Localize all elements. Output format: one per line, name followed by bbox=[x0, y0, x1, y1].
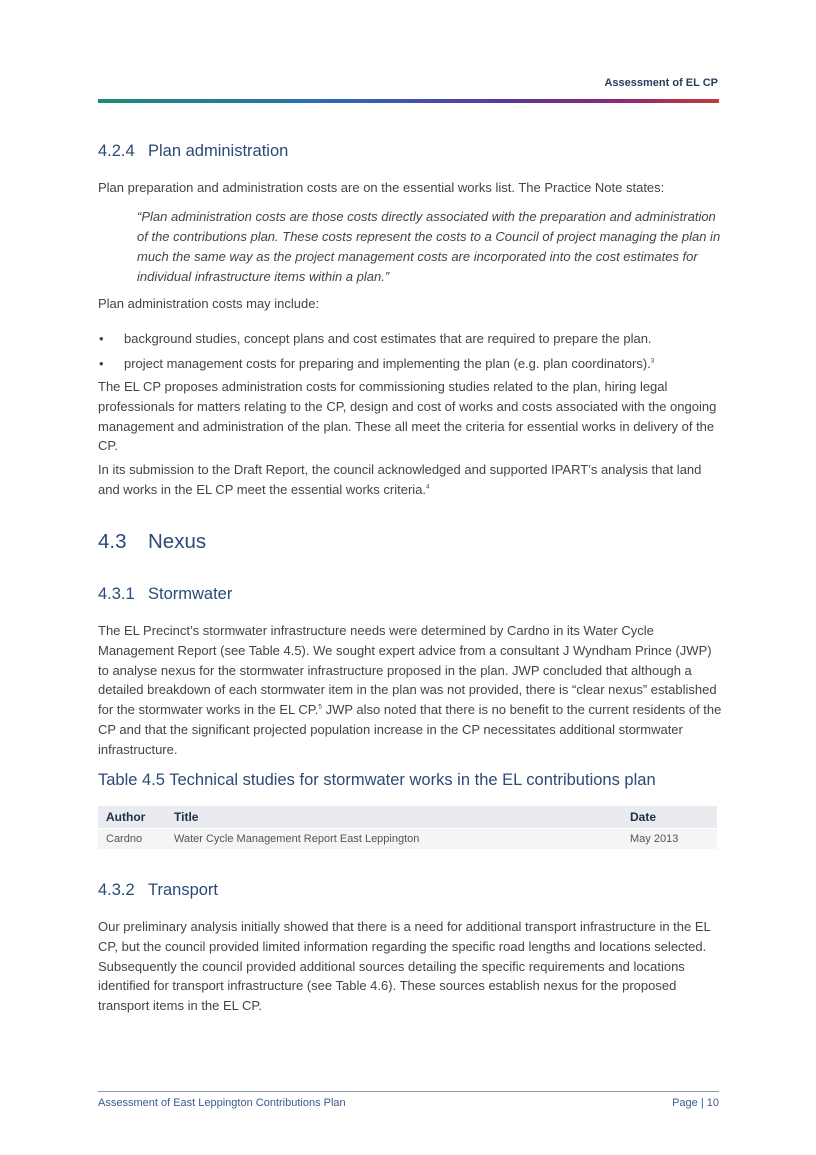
practice-note-quote: “Plan administration costs are those costs directly associated with the preparation and administration of the contributions plan. These costs represent the costs to a Council of project managing the plan in much the same way as the project management costs are incorporated into the cost estimates for individual infrastructure items within a plan.” bbox=[137, 209, 721, 284]
paragraph-may-include: Plan administration costs may include: bbox=[98, 296, 320, 311]
section-title: Transport bbox=[148, 881, 218, 899]
table-cell-title: Water Cycle Management Report East Leppington bbox=[166, 829, 622, 850]
running-header-title: Assessment of EL CP bbox=[604, 77, 718, 89]
column-header-author: Author bbox=[98, 806, 166, 829]
table-caption: Table 4.5 Technical studies for stormwater works in the EL contributions plan bbox=[98, 771, 656, 789]
section-heading-4-3-1 bbox=[98, 585, 232, 604]
footer-document-title: Assessment of East Leppington Contributions Plan bbox=[98, 1097, 346, 1109]
paragraph-el-cp-proposes: The EL CP proposes administration costs for commissioning studies related to the plan, hiring legal professionals for matters relating to the CP, design and cost of works and costs associated with the ongoing management and administration of the plan. These all meet the criteria for essential works in delivery of the CP. bbox=[98, 379, 717, 454]
column-header-date: Date bbox=[622, 806, 717, 829]
footer-page-number: Page | 10 bbox=[672, 1097, 719, 1109]
section-number: 4.3.1 bbox=[98, 585, 135, 603]
list-item: • background studies, concept plans and cost estimates that are required to prepare the plan. bbox=[99, 331, 652, 346]
footnote-ref: 3 bbox=[650, 357, 655, 365]
table-cell-date: May 2013 bbox=[622, 829, 717, 850]
bullet-icon: • bbox=[99, 356, 104, 371]
section-number: 4.3 bbox=[98, 530, 127, 553]
paragraph-transport-analysis: Our preliminary analysis initially showed that there is a need for additional transport infrastructure in the EL CP, but the council provided limited information regarding the specific road lengths and locations selected. Subsequently the council provided additional sources detailing the specific requirements and locations identified for transport infrastructure (see Table 4.6). These sources establish nexus for the proposed transport items in the EL CP. bbox=[98, 919, 711, 1014]
table-header-row bbox=[98, 806, 717, 829]
column-header-title: Title bbox=[166, 806, 622, 829]
bullet-icon: • bbox=[99, 331, 104, 346]
admin-costs-list bbox=[98, 329, 723, 379]
section-title: Stormwater bbox=[148, 585, 233, 603]
section-number: 4.3.2 bbox=[98, 881, 135, 899]
paragraph-plan-preparation: Plan preparation and administration costs are on the essential works list. The Practice Note states: bbox=[98, 180, 665, 195]
header-gradient-rule bbox=[98, 99, 719, 103]
section-number: 4.2.4 bbox=[98, 142, 135, 160]
section-title: Plan administration bbox=[148, 142, 289, 160]
paragraph-draft-report-submission: In its submission to the Draft Report, the council acknowledged and supported IPART’s analysis that land and works in the EL CP meet the essential works criteria.$^4$ bbox=[98, 462, 702, 497]
table-row bbox=[98, 829, 717, 850]
section-heading-4-2-4 bbox=[98, 142, 288, 161]
technical-studies-table bbox=[98, 806, 717, 849]
section-heading-4-3 bbox=[98, 530, 206, 554]
section-heading-4-3-2 bbox=[98, 881, 218, 900]
footer-rule bbox=[98, 1091, 719, 1092]
footnote-ref: 5 bbox=[318, 703, 322, 711]
table-cell-author: Cardno bbox=[98, 829, 166, 850]
footnote-ref: 4 bbox=[426, 483, 430, 491]
section-title: Nexus bbox=[148, 530, 207, 553]
paragraph-stormwater-needs: The EL Precinct’s stormwater infrastructure needs were determined by Cardno in its Water Cycle Management Report (see Table 4.5). We sought expert advice from a consultant J Wyndham Prince (JWP) to analyse nexus for the stormwater infrastructure proposed in the plan. JWP concluded that although a detailed breakdown of each stormwater item in the plan was not provided, there is “clear nexus” established for the stormwater works in the EL CP.$^5$ JWP also noted that there is no benefit to the current residents of the CP and that the significant projected population increase in the CP necessitates additional stormwater infrastructure. bbox=[98, 623, 722, 757]
list-item: • project management costs for preparing and implementing the plan (e.g. plan coordinators).$^3$ bbox=[99, 356, 655, 371]
